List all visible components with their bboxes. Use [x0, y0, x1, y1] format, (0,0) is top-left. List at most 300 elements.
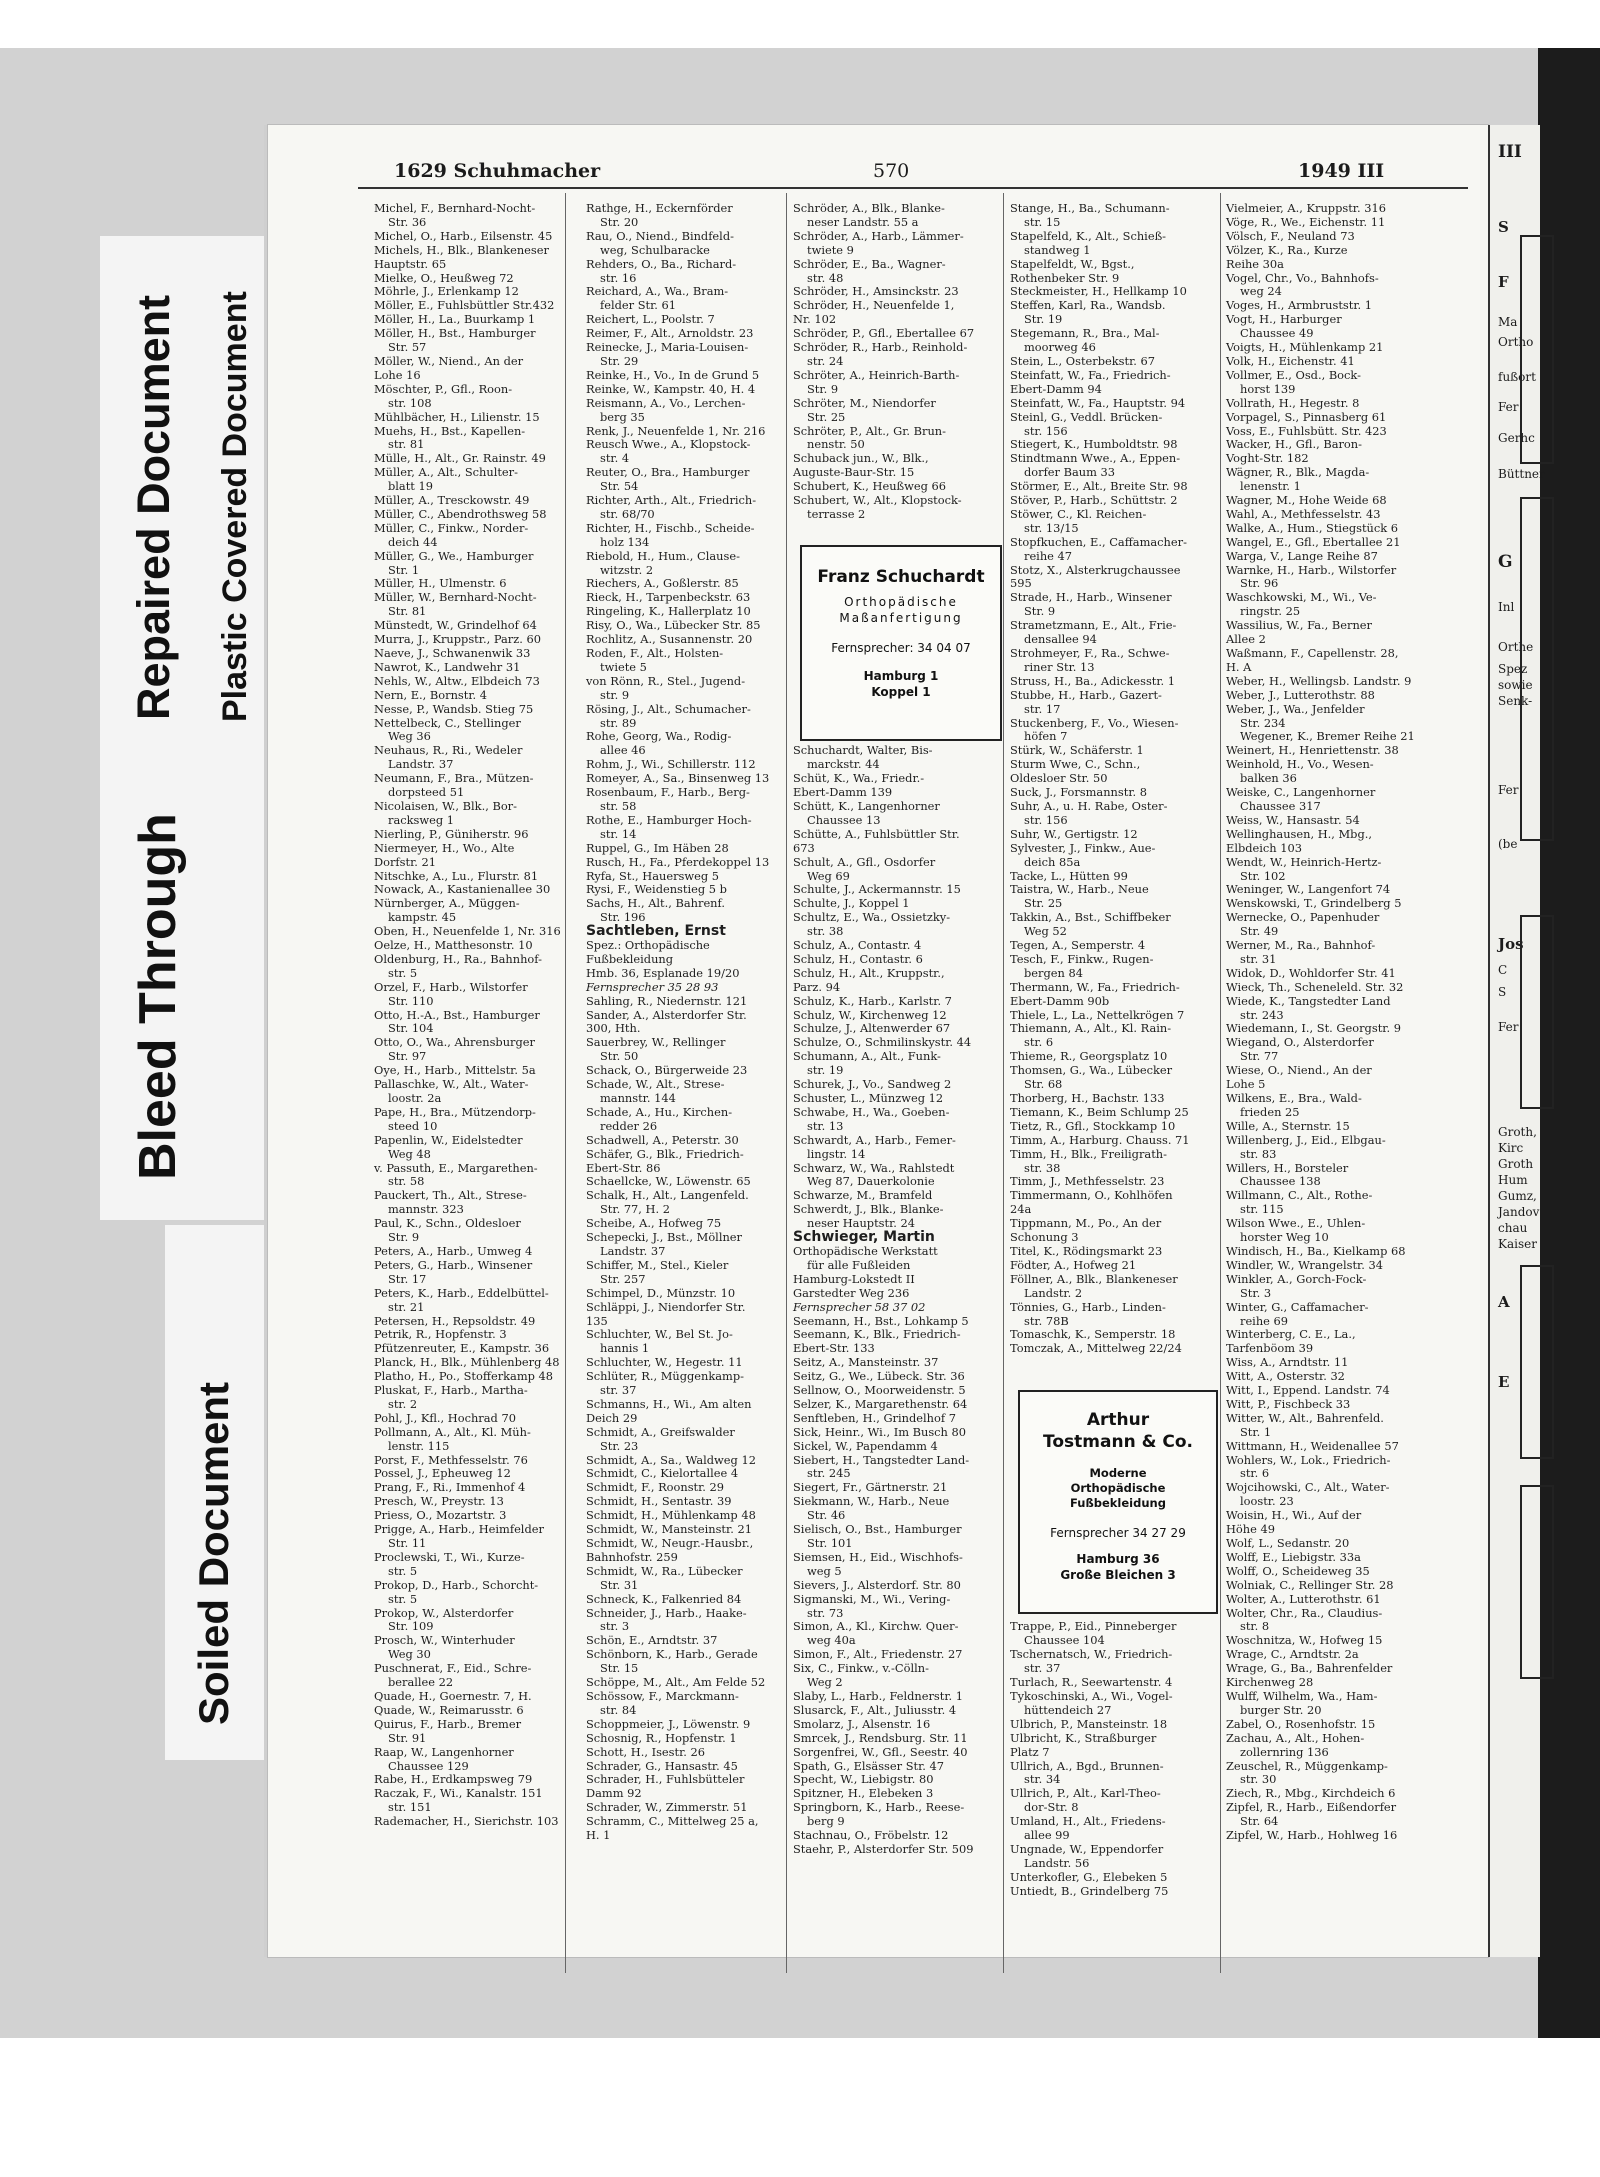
directory-entry: Wrage, C., Arndtstr. 2a	[1226, 1647, 1359, 1662]
directory-entry: Weber, J., Wa., Jenfelder	[1226, 701, 1365, 716]
directory-entry: Timm, H., Blk., Freiligrath-	[1010, 1146, 1167, 1161]
directory-entry: Willenberg, J., Eid., Elbgau-	[1226, 1132, 1386, 1147]
directory-entry: Woisin, H., Wi., Auf der	[1226, 1508, 1362, 1523]
directory-entry: Str. 77	[1240, 1049, 1279, 1064]
directory-entry: Stuckenberg, F., Vo., Wiesen-	[1010, 715, 1179, 730]
directory-entry: Födter, A., Hofweg 21	[1010, 1257, 1137, 1272]
directory-entry: Nawrot, K., Landwehr 31	[374, 659, 521, 674]
directory-entry: Hauptstr. 65	[374, 256, 447, 271]
directory-entry: Puschnerat, F., Eid., Schre-	[374, 1661, 532, 1676]
directory-entry: Winter, G., Caffamacher-	[1226, 1299, 1369, 1314]
directory-entry: str. 73	[807, 1605, 844, 1620]
directory-entry: Winterberg, C. E., La.,	[1226, 1327, 1356, 1342]
directory-entry: Reimer, F., Alt., Arnoldstr. 23	[586, 326, 754, 341]
directory-entry: Schönborn, K., Harb., Gerade	[586, 1647, 758, 1662]
directory-entry: Siemsen, H., Eid., Wischhofs-	[793, 1549, 963, 1564]
directory-entry: Nettelbeck, C., Stellinger	[374, 715, 521, 730]
directory-entry: Schmidt, C., Kielortallee 4	[586, 1466, 739, 1481]
directory-entry: Chaussee 317	[1240, 798, 1321, 813]
directory-entry: Schön, E., Arndtstr. 37	[586, 1633, 718, 1648]
directory-entry: Str. 101	[807, 1536, 853, 1550]
directory-entry: Oben, H., Neuenfelde 1, Nr. 316	[374, 924, 561, 939]
directory-entry: Raap, W., Langenhorner	[374, 1744, 514, 1759]
directory-entry: Störmer, E., Alt., Breite Str. 98	[1010, 479, 1188, 494]
directory-entry: Landstr. 56	[1024, 1855, 1090, 1870]
advert-schuchardt-street: Koppel 1	[871, 685, 931, 699]
directory-entry: Richter, H., Fischb., Scheide-	[586, 520, 755, 535]
directory-entry: Wiegand, O., Alsterdorfer	[1226, 1035, 1374, 1050]
directory-entry: Schuchardt, Walter, Bis-	[793, 743, 933, 758]
directory-entry: Wernecke, O., Papenhuder	[1226, 910, 1380, 925]
directory-entry: Schwerdt, J., Blk., Blanke-	[793, 1202, 944, 1217]
directory-entry: Ebert-Damm 139	[793, 785, 893, 800]
directory-entry: Zabel, O., Rosenhofstr. 15	[1226, 1716, 1376, 1731]
directory-entry: str. 38	[1024, 1160, 1061, 1175]
directory-entry: Schott, H., Isestr. 26	[586, 1744, 706, 1759]
directory-entry: bergen 84	[1024, 965, 1083, 980]
directory-entry: Thermann, W., Fa., Friedrich-	[1010, 979, 1180, 994]
next-page-fragment: G	[1498, 552, 1513, 572]
directory-entry: Woschnitza, W., Hofweg 15	[1226, 1633, 1383, 1648]
directory-entry: Möhrle, J., Erlenkamp 12	[374, 284, 519, 299]
directory-entry: Schuback jun., W., Blk.,	[793, 451, 929, 466]
directory-entry: Tönnies, G., Harb., Linden-	[1010, 1299, 1166, 1314]
directory-entry: Proclewski, T., Wi., Kurze-	[374, 1549, 525, 1564]
directory-entry: Warga, V., Lange Reihe 87	[1226, 548, 1378, 563]
directory-entry: str. 151	[388, 1800, 432, 1815]
directory-entry: Ebert-Str. 86	[586, 1160, 661, 1175]
directory-entry: Wittmann, H., Weidenallee 57	[1226, 1438, 1399, 1453]
directory-entry: Otto, O., Wa., Ahrensburger	[374, 1035, 535, 1050]
directory-entry: Str. 104	[388, 1021, 434, 1036]
directory-entry: Reihe 30a	[1226, 256, 1284, 271]
directory-entry: Nierling, P., Güniherstr. 96	[374, 826, 529, 841]
directory-entry: Specht, W., Liebigstr. 80	[793, 1772, 934, 1787]
directory-entry: Schwarze, M., Bramfeld	[793, 1188, 933, 1203]
directory-entry: Suhr, A., u. H. Rabe, Oster-	[1010, 798, 1168, 813]
directory-entry: str. 37	[600, 1383, 637, 1398]
directory-entry: str. 5	[388, 965, 418, 980]
directory-entry: Paul, K., Schn., Oldesloer	[374, 1216, 521, 1231]
directory-entry: Suck, J., Forsmannstr. 8	[1010, 785, 1148, 800]
directory-entry: str. 58	[388, 1174, 425, 1189]
directory-entry: str. 21	[388, 1299, 425, 1314]
next-page-box	[1520, 497, 1554, 841]
next-page-fragment: Fer	[1498, 1020, 1519, 1034]
directory-entry: Platz 7	[1010, 1744, 1050, 1759]
directory-entry: Stindtmann Wwe., A., Eppen-	[1010, 451, 1181, 466]
directory-entry: Seemann, K., Blk., Friedrich-	[793, 1327, 961, 1342]
directory-entry: Schulz, K., Harb., Karlstr. 7	[793, 993, 952, 1008]
directory-entry: lingstr. 14	[807, 1146, 866, 1161]
directory-entry: Müller, C., Abendrothsweg 58	[374, 506, 547, 521]
directory-entry: Thomsen, G., Wa., Lübecker	[1010, 1063, 1173, 1078]
directory-entry: Prokop, W., Alsterdorfer	[374, 1605, 514, 1620]
directory-entry: Pluskat, F., Harb., Martha-	[374, 1383, 528, 1398]
directory-entry: riner Str. 13	[1024, 659, 1095, 674]
directory-entry: str. 108	[388, 395, 432, 410]
directory-entry: lenenstr. 1	[1240, 479, 1301, 494]
directory-entry: Voght-Str. 182	[1226, 451, 1309, 466]
directory-entry: Wojcihowski, C., Alt., Water-	[1226, 1480, 1390, 1495]
directory-entry: Fernsprecher 58 37 02	[793, 1299, 926, 1314]
directory-entry: Voigts, H., Mühlenkamp 21	[1226, 340, 1384, 355]
directory-entry: Suhr, W., Gertigstr. 12	[1010, 826, 1138, 841]
column-5	[1226, 202, 1434, 1843]
directory-entry: Rathge, H., Eckernförder	[586, 201, 733, 215]
directory-entry: loostr. 23	[1240, 1494, 1294, 1509]
directory-entry: Schröder, P., Gfl., Ebertallee 67	[793, 326, 975, 341]
directory-entry: Sachs, H., Alt., Bahrenf.	[586, 896, 725, 911]
directory-entry: H. A	[1226, 659, 1252, 674]
directory-entry: Oelze, H., Matthesonstr. 10	[374, 938, 533, 953]
directory-entry: kampstr. 45	[388, 910, 457, 925]
next-page-fragment: Büttner	[1498, 467, 1545, 481]
directory-entry: Damm 92	[586, 1786, 642, 1801]
directory-entry: Reinke, W., Kampstr. 40, H. 4	[586, 381, 756, 396]
directory-entry: Quirus, F., Harb., Bremer	[374, 1716, 522, 1731]
directory-entry: 673	[793, 840, 815, 855]
next-page-fragment: Hum	[1498, 1173, 1528, 1187]
directory-entry: Taistra, W., Harb., Neue	[1010, 882, 1149, 897]
directory-entry: Riebold, H., Hum., Clause-	[586, 548, 740, 563]
directory-entry: berg 9	[807, 1814, 845, 1829]
next-page-fragment: Spez	[1498, 662, 1528, 676]
directory-entry: Str. 257	[600, 1271, 646, 1286]
directory-entry: str. 8	[1240, 1619, 1270, 1634]
directory-entry: Michels, H., Blk., Blankeneser	[374, 242, 549, 257]
directory-entry: Schröter, M., Niendorfer	[793, 395, 936, 410]
directory-entry: blatt 19	[388, 479, 433, 494]
label-repaired-document: Repaired Document	[128, 294, 179, 720]
directory-entry: str. 6	[1240, 1466, 1270, 1481]
directory-entry: str. 17	[1024, 701, 1061, 716]
directory-entry: Schlüter, R., Müggenkamp-	[586, 1369, 744, 1384]
directory-entry: Hamburg-Lokstedt II	[793, 1271, 915, 1286]
directory-entry: Wiede, K., Tangstedter Land	[1226, 993, 1391, 1008]
directory-entry: Schramm, C., Mittelweg 25 a,	[586, 1814, 759, 1829]
directory-entry: Spitzner, H., Elebeken 3	[793, 1786, 934, 1801]
label-plastic-covered: Plastic Covered Document	[216, 291, 254, 722]
directory-entry: Ungnade, W., Eppendorfer	[1010, 1841, 1164, 1856]
directory-entry: weg 40a	[807, 1633, 856, 1648]
directory-entry: Möller, H., Bst., Hamburger	[374, 326, 536, 341]
next-page-fragment: fußort	[1498, 370, 1536, 384]
directory-entry: Waschkowski, M., Wi., Ve-	[1226, 590, 1377, 605]
directory-entry: Stegemann, R., Bra., Mal-	[1010, 326, 1160, 341]
advert-tostmann	[1018, 1390, 1218, 1614]
directory-entry: Tykoschinski, A., Wi., Vogel-	[1010, 1688, 1173, 1703]
directory-entry: Wacker, H., Gfl., Baron-	[1226, 437, 1362, 452]
directory-entry: standweg 1	[1024, 242, 1091, 257]
directory-entry: Nehls, W., Altw., Elbdeich 73	[374, 673, 540, 688]
directory-entry: Steinl, G., Veddl. Brücken-	[1010, 409, 1163, 424]
next-page-fragment: Groth	[1498, 1157, 1534, 1171]
directory-entry: Ebert-Damm 94	[1010, 381, 1102, 396]
directory-entry: Strametzmann, E., Alt., Frie-	[1010, 618, 1177, 633]
directory-entry: Str. 64	[1240, 1814, 1279, 1829]
directory-entry: Pohl, J., Kfl., Hochrad 70	[374, 1410, 516, 1425]
directory-entry: Schadwell, A., Peterstr. 30	[586, 1132, 739, 1147]
directory-entry: Landstr. 37	[388, 757, 454, 772]
directory-entry: hüttendeich 27	[1024, 1702, 1112, 1717]
column-4	[1010, 202, 1216, 1899]
directory-entry: Quade, W., Reimarusstr. 6	[374, 1702, 524, 1717]
directory-entry: Renk, J., Neuenfelde 1, Nr. 216	[586, 423, 766, 438]
directory-entry: Tippmann, M., Po., An der	[1010, 1216, 1162, 1231]
next-page-fragment: Kaiser	[1498, 1237, 1537, 1251]
directory-entry: Rieck, H., Tarpenbeckstr. 63	[586, 590, 751, 605]
directory-entry: Witter, W., Alt., Bahrenfeld.	[1226, 1410, 1384, 1425]
directory-entry: Fußbekleidung	[586, 951, 674, 966]
directory-entry: Rabe, H., Erdkampsweg 79	[374, 1772, 533, 1787]
advert-tostmann-line2: Tostmann & Co.	[1043, 1432, 1193, 1452]
directory-entry: Sellnow, O., Moorweidenstr. 5	[793, 1383, 966, 1398]
directory-entry: Volk, H., Eichenstr. 41	[1226, 353, 1355, 368]
directory-entry: Rösing, J., Alt., Schumacher-	[586, 701, 751, 716]
directory-entry: Wiese, O., Niend., An der	[1226, 1063, 1372, 1078]
directory-entry: burger Str. 20	[1240, 1702, 1322, 1717]
directory-entry: Str. 234	[1240, 715, 1286, 730]
directory-entry: Mülle, H., Alt., Gr. Rainstr. 49	[374, 451, 546, 466]
directory-entry: Str. 49	[1240, 924, 1279, 939]
directory-entry: Schütte, A., Fuhlsbüttler Str.	[793, 826, 960, 841]
column-3	[793, 202, 999, 1857]
directory-entry: Oye, H., Harb., Mittelstr. 5a	[374, 1063, 536, 1078]
directory-entry: Sickel, W., Papendamm 4	[793, 1438, 938, 1453]
column-separator	[565, 193, 566, 1973]
directory-entry: Schosnig, R., Hopfenstr. 1	[586, 1730, 737, 1745]
directory-entry: Müller, A., Tresckowstr. 49	[374, 493, 530, 508]
directory-entry: Strade, H., Harb., Winsener	[1010, 590, 1172, 605]
header-page-number: 570	[873, 160, 910, 182]
directory-entry: Str. 46	[807, 1508, 846, 1523]
directory-entry: Schütt, K., Langenhorner	[793, 798, 940, 813]
directory-entry: loostr. 2a	[388, 1091, 442, 1105]
directory-entry: Voss, E., Fuhlsbütt. Str. 423	[1226, 423, 1387, 438]
directory-entry: zollernring 136	[1240, 1744, 1329, 1759]
directory-entry: str. 13/15	[1024, 520, 1079, 535]
next-page-fragment: Fer	[1498, 400, 1519, 414]
directory-entry: Orzel, F., Harb., Wilstorfer	[374, 979, 528, 994]
directory-entry: Schulz, H., Alt., Kruppstr.,	[793, 965, 945, 980]
directory-entry: Schimpel, D., Münzstr. 10	[586, 1285, 736, 1300]
directory-entry: weg, Schulbaracke	[600, 242, 710, 257]
directory-entry: lenstr. 115	[388, 1438, 450, 1453]
directory-entry: Str. 54	[600, 479, 639, 494]
directory-entry: Schuster, L., Münzweg 12	[793, 1091, 944, 1105]
advert-tostmann-city: Hamburg 36	[1076, 1552, 1160, 1566]
directory-entry: Str. 9	[1024, 604, 1056, 619]
directory-entry: str. 19	[807, 1063, 844, 1078]
directory-entry: twiete 5	[600, 659, 647, 674]
directory-entry: berg 35	[600, 409, 645, 424]
directory-entry: Sander, A., Alsterdorfer Str.	[586, 1007, 747, 1022]
header-left: 1629 Schuhmacher	[394, 160, 601, 182]
column-1	[374, 202, 560, 1829]
directory-entry: Schwabe, H., Wa., Goeben-	[793, 1104, 950, 1119]
directory-entry: str. 84	[600, 1702, 637, 1717]
directory-entry: Otto, H.-A., Bst., Hamburger	[374, 1007, 540, 1022]
directory-entry: Ziech, R., Mbg., Kirchdeich 6	[1226, 1786, 1396, 1801]
directory-entry: Schulz, H., Contastr. 6	[793, 951, 923, 966]
next-page-fragment: Gerhc	[1498, 431, 1535, 445]
advert-tostmann-line3: Moderne	[1089, 1466, 1147, 1480]
directory-entry: hannis 1	[600, 1341, 650, 1356]
directory-entry: Weg 30	[388, 1647, 431, 1662]
directory-entry: Chaussee 13	[807, 812, 881, 827]
directory-entry: Weg 52	[1024, 924, 1067, 939]
directory-entry: Murra, J., Kruppstr., Parz. 60	[374, 632, 541, 647]
directory-entry: Str. 23	[600, 1438, 639, 1453]
directory-entry: Wolniak, C., Rellinger Str. 28	[1226, 1577, 1394, 1592]
directory-entry: Wegener, K., Bremer Reihe 21	[1240, 729, 1415, 744]
directory-entry: marckstr. 44	[807, 757, 880, 772]
directory-entry: Wellinghausen, H., Mbg.,	[1226, 826, 1372, 841]
directory-entry: Pauckert, Th., Alt., Strese-	[374, 1188, 527, 1203]
directory-entry: Möller, H., La., Buurkamp 1	[374, 312, 536, 327]
directory-entry: Kirchenweg 28	[1226, 1675, 1314, 1690]
directory-entry	[1010, 1370, 1216, 1384]
directory-entry: Orthopädische Werkstatt	[793, 1243, 938, 1258]
directory-entry: H. 1	[586, 1828, 611, 1843]
directory-entry: Schneider, J., Harb., Haake-	[586, 1605, 747, 1620]
directory-entry: str. 115	[1240, 1202, 1284, 1217]
directory-entry: Schmidt, F., Roonstr. 29	[586, 1480, 725, 1495]
directory-entry: Sturm Wwe, C., Schn.,	[1010, 757, 1141, 772]
directory-entry: Rysi, F., Weidenstieg 5 b	[586, 882, 727, 897]
directory-entry: Stotz, X., Alsterkrugchaussee	[1010, 562, 1181, 577]
directory-entry: str. 16	[600, 270, 637, 285]
directory-entry: Wangel, E., Gfl., Ebertallee 21	[1226, 534, 1401, 549]
directory-entry: Oldenburg, H., Ra., Bahnhof-	[374, 951, 542, 966]
directory-entry: Reichert, L., Poolstr. 7	[586, 312, 715, 327]
directory-entry: Schmidt, A., Greifswalder	[586, 1424, 735, 1439]
directory-entry: Weg 2	[807, 1675, 843, 1690]
directory-entry: Stiegert, K., Humboldtstr. 98	[1010, 437, 1178, 452]
next-page-fragment: Orthe	[1498, 640, 1534, 654]
directory-entry: Siegert, Fr., Gärtnerstr. 21	[793, 1480, 948, 1495]
directory-entry: Willers, H., Borsteler	[1226, 1160, 1349, 1175]
directory-entry: Pape, H., Bra., Mützendorp-	[374, 1104, 536, 1119]
next-page-fragment: C	[1498, 963, 1508, 977]
directory-entry: Landstr. 2	[1024, 1285, 1083, 1300]
next-page-fragment: Jandov	[1498, 1205, 1540, 1219]
directory-entry: balken 36	[1240, 771, 1297, 786]
next-page-fragment: III	[1498, 142, 1522, 162]
directory-entry: Sahling, R., Niedernstr. 121	[586, 993, 748, 1008]
directory-entry: Peters, A., Harb., Umweg 4	[374, 1243, 533, 1258]
advert-schuchardt-line1: Orthopädische	[844, 595, 958, 609]
directory-entry: str. 31	[1240, 951, 1277, 966]
directory-entry: Schröder, A., Harb., Lämmer-	[793, 228, 964, 243]
directory-entry: Petrik, R., Hopfenstr. 3	[374, 1327, 507, 1342]
directory-entry: str. 2	[388, 1396, 418, 1411]
directory-entry: str. 89	[600, 715, 637, 730]
directory-entry: str. 9	[600, 687, 630, 702]
directory-entry: Schröder, A., Blk., Blanke-	[793, 201, 945, 215]
directory-entry: Stein, L., Osterbekstr. 67	[1010, 353, 1156, 368]
directory-entry: Ebert-Damm 90b	[1010, 993, 1110, 1008]
directory-entry: str. 30	[1240, 1772, 1277, 1787]
directory-entry: moorweg 46	[1024, 340, 1096, 355]
directory-entry: Schmidt, H., Sentastr. 39	[586, 1494, 732, 1509]
directory-entry: Auguste-Baur-Str. 15	[793, 465, 915, 480]
advert-schuchardt-line2: Maßanfertigung	[839, 611, 963, 625]
directory-entry: terrasse 2	[807, 506, 866, 521]
directory-entry: Föllner, A., Blk., Blankeneser	[1010, 1271, 1178, 1286]
directory-entry: Dorfstr. 21	[374, 854, 437, 869]
directory-entry: Pfützenreuter, E., Kampstr. 36	[374, 1341, 550, 1356]
directory-entry: dorpsteed 51	[388, 785, 465, 800]
directory-entry: densallee 94	[1024, 632, 1097, 647]
directory-entry: Schonung 3	[1010, 1230, 1079, 1245]
directory-entry: mannstr. 323	[388, 1202, 464, 1217]
directory-entry: Staehr, P., Alsterdorfer Str. 509	[793, 1841, 974, 1856]
directory-entry: Wolf, L., Sedanstr. 20	[1226, 1536, 1350, 1550]
next-page-box	[1520, 235, 1554, 464]
directory-entry: str. 4	[600, 451, 630, 466]
directory-entry: Str. 102	[1240, 868, 1286, 883]
header-rule	[358, 187, 1468, 189]
directory-entry: Str. 36	[388, 214, 427, 229]
directory-entry: 300, Hth.	[586, 1021, 641, 1036]
directory-entry: Wilson Wwe., E., Uhlen-	[1226, 1216, 1366, 1231]
directory-entry: Wolff, E., Liebigstr. 33a	[1226, 1549, 1361, 1564]
directory-entry: Sauerbrey, W., Rellinger	[586, 1035, 726, 1050]
directory-entry: Peters, G., Harb., Winsener	[374, 1257, 533, 1272]
directory-entry: Priess, O., Mozartstr. 3	[374, 1508, 507, 1523]
directory-entry: Takkin, A., Bst., Schiffbeker	[1010, 910, 1171, 925]
directory-entry: Schiffer, M., Stel., Kieler	[586, 1257, 729, 1272]
directory-entry: Neuhaus, R., Ri., Wedeler	[374, 743, 523, 758]
directory-entry: Nesse, P., Wandsb. Stieg 75	[374, 701, 534, 716]
directory-entry: Ringeling, K., Hallerplatz 10	[586, 604, 751, 619]
directory-entry: Scheibe, A., Hofweg 75	[586, 1216, 722, 1231]
next-page-fragment: Groth,	[1498, 1125, 1537, 1139]
directory-entry: Münstedt, W., Grindelhof 64	[374, 618, 537, 633]
directory-entry: Springborn, K., Harb., Reese-	[793, 1800, 965, 1815]
advert-tostmann-phone: Fernsprecher 34 27 29	[1050, 1526, 1186, 1540]
directory-entry: Slusarck, F., Alt., Juliusstr. 4	[793, 1702, 957, 1717]
directory-entry: allee 46	[600, 743, 646, 758]
directory-entry: Wohlers, W., Lok., Friedrich-	[1226, 1452, 1391, 1467]
directory-entry: Tomczak, A., Mittelweg 22/24	[1010, 1341, 1182, 1356]
directory-entry: Wägner, R., Blk., Magda-	[1226, 465, 1370, 480]
directory-entry: Rau, O., Niend., Bindfeld-	[586, 228, 734, 243]
directory-entry: Lohe 5	[1226, 1077, 1266, 1092]
directory-entry: Thorberg, H., Bachstr. 133	[1010, 1091, 1165, 1105]
directory-entry: Stürk, W., Schäferstr. 1	[1010, 743, 1144, 758]
directory-entry: str. 34	[1024, 1772, 1061, 1787]
directory-entry: Schwieger, Martin	[793, 1229, 935, 1246]
directory-entry: Possel, J., Epheuweg 12	[374, 1466, 511, 1481]
directory-entry: str. 13	[807, 1118, 844, 1133]
directory-entry: Weninger, W., Langenfort 74	[1226, 882, 1391, 897]
column-separator	[1220, 193, 1221, 1973]
directory-entry: Struss, H., Ba., Adickesstr. 1	[1010, 673, 1176, 688]
directory-entry: Mielke, O., Heußweg 72	[374, 270, 514, 285]
directory-entry: Schröter, P., Alt., Gr. Brun-	[793, 423, 946, 438]
directory-entry: Michel, O., Harb., Eilsenstr. 45	[374, 228, 553, 243]
directory-entry: Vollrath, H., Hegestr. 8	[1226, 395, 1360, 410]
directory-entry: str. 38	[807, 924, 844, 939]
directory-entry: Schaellcke, W., Löwenstr. 65	[586, 1174, 751, 1189]
directory-entry: Str. 9	[807, 381, 839, 396]
directory-entry: Riechers, A., Goßlerstr. 85	[586, 576, 739, 591]
directory-entry: Schepecki, J., Bst., Möllner	[586, 1230, 742, 1245]
directory-entry: Schröder, E., Ba., Wagner-	[793, 256, 946, 271]
